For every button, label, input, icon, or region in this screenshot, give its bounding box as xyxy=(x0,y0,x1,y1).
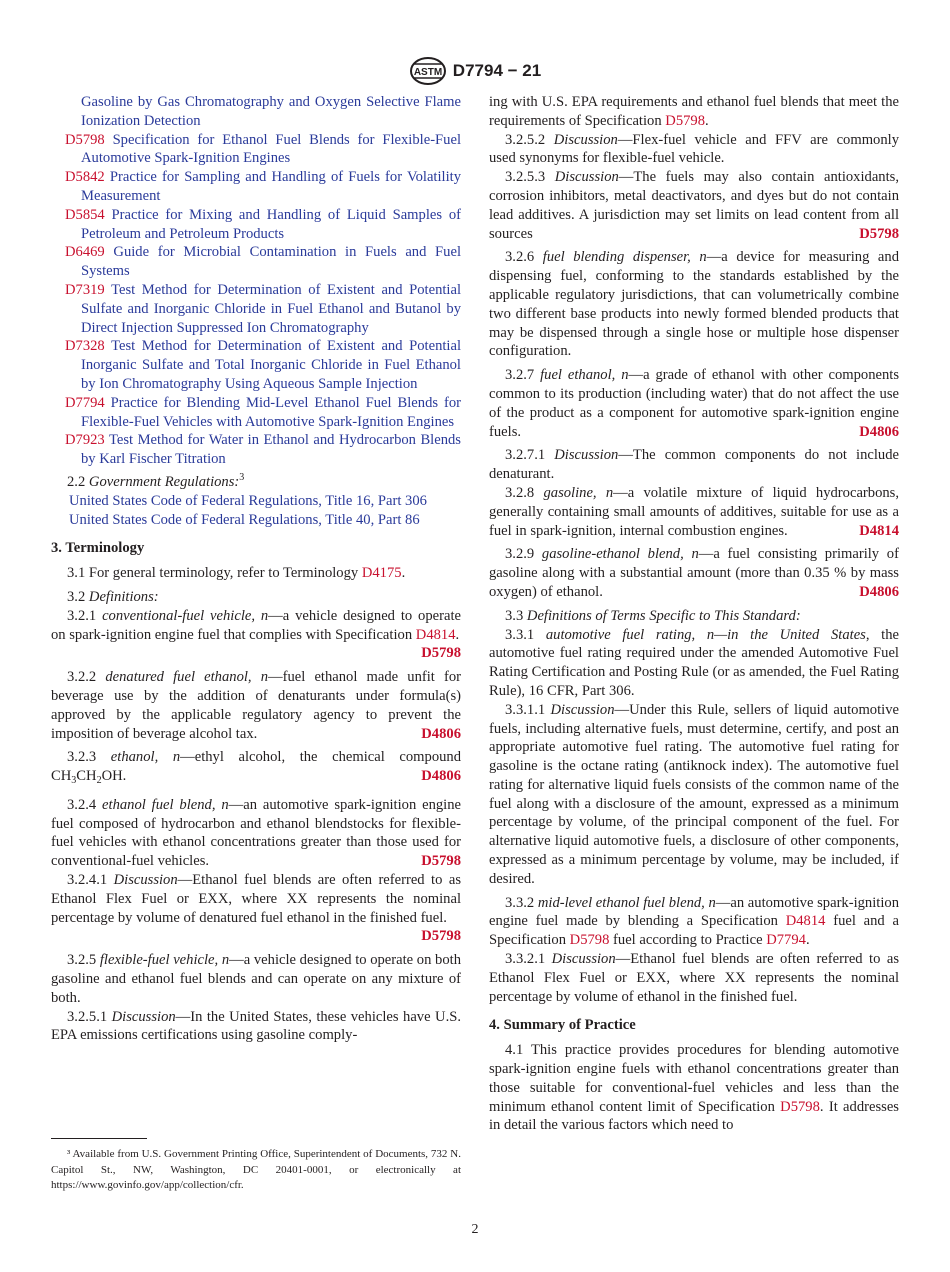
ref-item xyxy=(51,131,461,169)
term: gasoline-ethanol blend, n xyxy=(541,546,699,563)
discussion-text: —Flex-fuel vehicle and FFV are commonly used synonyms for flexible-fuel vehicle. xyxy=(489,131,899,167)
section-heading: 4. Summary of Practice xyxy=(489,1017,636,1034)
definition xyxy=(489,626,899,701)
section-number: 3.2.2 xyxy=(67,669,97,686)
paragraph-text: . xyxy=(401,565,406,582)
astm-logo-icon xyxy=(409,56,447,86)
term: Discussion xyxy=(550,701,615,718)
definition-text: —an automotive spark-ignition engine fuel made by blending a Specification xyxy=(489,894,899,930)
footnote: ³ Available from U.S. Government Printing Office, Superintendent of Documents, 732 N. Capitol St., NW, Washington, DC 20401-0001, or electronically at https://www.govinfo.gov/app/collection/cfr. xyxy=(51,1148,461,1191)
discussion-text: —Ethanol fuel blends are often referred to as Ethanol Flex Fuel or EXX, where XX represents the nominal percentage by volume of ethanol in the finished fuel. xyxy=(489,951,899,1005)
ref-code[interactable]: D4814 xyxy=(785,913,826,930)
term: flexible-fuel vehicle, n xyxy=(99,952,230,969)
definition-text: . xyxy=(805,932,810,949)
chemical-formula: $CH_3CH_2OH$. xyxy=(51,768,127,787)
ref-code[interactable]: D5798 xyxy=(569,932,610,949)
section-2-2 xyxy=(51,469,461,492)
ref-title[interactable]: Specification for Ethanol Fuel Blends for Flexible-Fuel Automotive Spark-Ignition Engines xyxy=(81,131,461,167)
discussion xyxy=(489,168,899,243)
ref-item xyxy=(51,431,461,469)
section-title: Government Regulations: xyxy=(88,473,240,490)
section-number: 3.2.6 xyxy=(505,249,535,266)
ref-code[interactable]: D6469 xyxy=(65,244,105,261)
footnote-divider xyxy=(51,1138,147,1139)
section-number: 3.2.5.2 xyxy=(505,131,546,148)
section-number: 3.2.8 xyxy=(505,484,535,501)
section-title: Definitions: xyxy=(88,588,159,605)
source-ref[interactable]: D5798 xyxy=(421,928,461,945)
paragraph-text: . xyxy=(705,112,709,129)
definition-text: fuel and a Specification xyxy=(489,913,899,949)
paragraph-text: 3.1 For general terminology, refer to Terminology xyxy=(67,565,359,582)
definition xyxy=(489,484,899,540)
term: denatured fuel ethanol, n xyxy=(105,669,269,686)
definition-text: —a vehicle designed to operate on both gasoline and ethanol fuel blends and can operate on any mixture of both. xyxy=(51,952,462,1006)
page-header xyxy=(0,56,950,91)
section-heading: 3. Terminology xyxy=(51,540,145,557)
ref-title[interactable]: Gasoline by Gas Chromatography and Oxygen Selective Flame Ionization Detection xyxy=(81,94,461,129)
section-number: 3.3.1 xyxy=(505,626,535,643)
section-number: 3.2.1 xyxy=(67,607,97,624)
term: automotive fuel rating, n—in the United States xyxy=(545,626,866,643)
discussion xyxy=(51,871,461,946)
document-id: D7794 − 21 xyxy=(452,61,542,80)
term: Discussion xyxy=(553,131,618,148)
source-ref[interactable]: D5798 xyxy=(421,645,461,662)
ref-code[interactable]: D7328 xyxy=(65,338,105,355)
source-ref[interactable]: D5798 xyxy=(421,853,461,870)
ref-code[interactable]: D5798 xyxy=(665,112,706,129)
discussion-text: —Ethanol fuel blends are often referred to as Ethanol Flex Fuel or EXX, where XX represents the nominal percentage by volume of denatured fuel ethanol in the finished fuel. xyxy=(51,872,461,926)
section-number: 3.2.4 xyxy=(67,796,97,813)
section-title: Definitions of Terms Specific to This Standard: xyxy=(526,607,801,624)
ref-title[interactable]: Test Method for Determination of Existent and Potential Inorganic Sulfate and Total Inorganic Chloride in Fuel Ethanol by Ion Chromatography Using Aqueous Sample Injection xyxy=(81,338,462,392)
ref-code[interactable]: D7794 xyxy=(766,932,806,949)
section-3-3 xyxy=(489,607,899,626)
ref-code[interactable]: D7923 xyxy=(65,432,105,449)
ref-item xyxy=(51,243,461,281)
source-ref[interactable]: D4806 xyxy=(859,423,899,440)
definition-text: —a vehicle designed to operate on spark-ignition engine fuel that complies with Specification xyxy=(51,607,461,643)
term: fuel blending dispenser, n xyxy=(542,249,707,266)
svg-text:ASTM: ASTM xyxy=(413,67,442,78)
term: gasoline, n xyxy=(543,484,614,501)
ref-code[interactable]: D4814 xyxy=(415,626,456,643)
discussion-text: —Under this Rule, sellers of liquid automotive fuels, including alternative fuels, must determine, certify, and post an appropriate automotive fuel rating. The automotive fuel rating for gasoline is the octane rating (antiknock index). The automotive fuel rating for alternative liquid fuels consists of the common name of the fuel along with a disclosure of the amount, expressed as a minimum percentage by volume, of the principal component of the fuel. For alternative liquid automotive fuels, a disclosure of other components, expressed as a minimum percentage by volume, may be included, if desired. xyxy=(489,701,899,887)
definition xyxy=(489,248,899,361)
source-ref[interactable]: D5798 xyxy=(859,225,899,242)
section-number: 3.2.9 xyxy=(505,546,535,563)
ref-code[interactable]: D5798 xyxy=(780,1098,820,1115)
section-number: 3.2.4.1 xyxy=(67,872,108,889)
section-number: 2.2 xyxy=(67,473,86,490)
term: Discussion xyxy=(113,872,178,889)
source-ref[interactable]: D4806 xyxy=(859,583,899,600)
page-number: 2 xyxy=(471,1222,479,1237)
section-number: 3.2.7.1 xyxy=(505,447,546,464)
ref-code[interactable]: D5842 xyxy=(65,169,105,186)
term: Discussion xyxy=(551,951,616,968)
definition-text: —a device for measuring and dispensing fuel, conforming to the standards established by the applicable regulatory jurisdictions, that can volumetrically combine two different base products into newly formed blended products that may be dispensed through a single hose or multiple hose dispenser configuration. xyxy=(489,249,900,360)
source-ref[interactable]: D4806 xyxy=(421,768,461,785)
term: ethanol, n xyxy=(110,749,181,766)
definition xyxy=(489,894,899,950)
ref-item xyxy=(51,93,461,131)
definition: 3.2.1 conventional-fuel vehicle, n—a vehicle designed to operate on spark-ignition engine fuel that complies with Specification D4814. D5798 xyxy=(51,607,461,662)
term: Discussion xyxy=(111,1008,176,1025)
term: Discussion xyxy=(554,169,619,186)
right-column xyxy=(489,93,899,1135)
discussion xyxy=(51,1008,461,1046)
paragraph xyxy=(489,1041,899,1135)
ref-title[interactable]: Practice for Sampling and Handling of Fuels for Volatility Measurement xyxy=(81,169,461,204)
section-number: 3.3.2 xyxy=(505,894,535,911)
definition-text: —a grade of ethanol with other components common to its production (including water) that do not affect the use of the product as a component for automotive spark-ignition engine fuels. xyxy=(489,367,899,440)
definition xyxy=(489,366,899,441)
paragraph-text: 4.1 This practice provides procedures for blending automotive spark-ignition engine fuels with ethanol concentrations greater than those suitable for conventional-fuel vehicles and less than the minimum ethanol content limit of Specification xyxy=(489,1042,899,1115)
ref-title[interactable]: Practice for Blending Mid-Level Ethanol Fuel Blends for Flexible-Fuel Vehicles with Automotive Spark-Ignition Engines xyxy=(81,394,461,430)
source-ref[interactable]: D4806 xyxy=(421,725,461,742)
definition-text: , the automotive fuel rating required under the amended Automotive Fuel Rating Certification and Posting Rule (or as amended, the Fuel Rating Rule), 16 CFR, Part 306. xyxy=(489,626,899,699)
definition xyxy=(51,668,461,743)
ref-item xyxy=(51,168,461,206)
ref-title[interactable]: Test Method for Determination of Existent and Potential Sulfate and Inorganic Chloride in Fuel Ethanol and Butanol by Direct Injection Suppressed Ion Chromatography xyxy=(81,281,462,336)
discussion xyxy=(489,950,899,1006)
ref-item xyxy=(51,206,461,244)
definition xyxy=(51,796,461,871)
definition-text: fuel according to Practice xyxy=(613,932,763,949)
ref-item xyxy=(51,337,461,393)
discussion xyxy=(489,131,899,169)
ref-code[interactable]: D5798 xyxy=(65,131,105,148)
discussion-text: —In the United States, these vehicles have U.S. EPA emissions certifications using gasoline comply- xyxy=(51,1008,461,1044)
gov-regulation-link[interactable]: United States Code of Federal Regulations, Title 16, Part 306 xyxy=(69,492,427,509)
ref-item xyxy=(51,394,461,432)
paragraph-text: . It addresses in detail the various factors which need to xyxy=(489,1098,899,1134)
discussion-text: —The common components do not include denaturant. xyxy=(489,447,899,483)
section-number: 3.3.1.1 xyxy=(505,701,546,718)
section-number: 3.3 xyxy=(505,607,524,624)
discussion xyxy=(489,446,899,484)
term: mid-level ethanol fuel blend, n xyxy=(537,894,716,911)
ref-code[interactable]: D5854 xyxy=(65,206,105,223)
paragraph-text: ing with U.S. EPA requirements and ethanol fuel blends that meet the requirements of Specification xyxy=(489,94,899,129)
section-number: 3.2.3 xyxy=(67,749,97,766)
definition xyxy=(51,748,461,791)
source-ref[interactable]: D4814 xyxy=(859,522,899,539)
discussion-text: —The fuels may also contain antioxidants, corrosion inhibitors, metal deactivators, and dyes but do not contain lead additives. A jurisdiction may set limits on lead content from all sources xyxy=(489,169,899,242)
footnote-ref[interactable]: 3 xyxy=(239,471,245,483)
ref-code[interactable]: D7794 xyxy=(65,394,105,411)
term: Discussion xyxy=(554,447,619,464)
section-number: 3.2 xyxy=(67,588,86,605)
paragraph xyxy=(489,93,899,131)
paragraph xyxy=(51,588,461,607)
section-number: 3.2.5 xyxy=(67,952,97,969)
section-number: 3.2.7 xyxy=(505,367,535,384)
discussion xyxy=(489,701,899,889)
definition-text: —ethyl alcohol, the chemical compound xyxy=(180,749,462,766)
left-column xyxy=(51,93,461,1045)
definition xyxy=(51,951,461,1007)
definition-text: —a volatile mixture of liquid hydrocarbons, generally containing small amounts of additives, suitable for use as a fuel in spark-ignition, internal combustion engines. xyxy=(489,484,899,539)
ref-title[interactable]: Test Method for Water in Ethanol and Hydrocarbon Blends by Karl Fischer Titration xyxy=(81,432,461,468)
term: ethanol fuel blend, n xyxy=(102,796,229,813)
definition-text: —an automotive spark-ignition engine fuel composed of hydrocarbon and ethanol blendstocks for flexible-fuel vehicles with ethanol concentrations greater than those used for conventional-fuel vehicles. xyxy=(51,796,461,870)
ref-title[interactable]: Practice for Mixing and Handling of Liquid Samples of Petroleum and Petroleum Products xyxy=(81,206,461,242)
term: conventional-fuel vehicle, n xyxy=(102,607,269,624)
definition-text: —a fuel consisting primarily of gasoline along with a substantial amount (more than 0.35 % by mass oxygen) of ethanol. xyxy=(489,546,899,600)
section-number: 3.3.2.1 xyxy=(505,951,546,968)
ref-code[interactable]: D7319 xyxy=(65,281,105,298)
gov-regulation-link[interactable]: United States Code of Federal Regulations, Title 40, Part 86 xyxy=(69,511,420,528)
section-number: 3.2.5.3 xyxy=(505,169,546,186)
paragraph xyxy=(51,564,461,583)
definition-text: —fuel ethanol made unfit for beverage use by the addition of denaturants under formula(s) approved by the applicable regulatory agency to prevent the imposition of beverage alcohol tax. xyxy=(51,669,462,742)
ref-title[interactable]: Guide for Microbial Contamination in Fuels and Fuel Systems xyxy=(81,244,461,280)
section-number: 3.2.5.1 xyxy=(67,1008,108,1025)
ref-item xyxy=(51,281,461,337)
definition xyxy=(489,545,899,601)
ref-code[interactable]: D4175 xyxy=(361,565,402,582)
term: fuel ethanol, n xyxy=(540,367,629,384)
